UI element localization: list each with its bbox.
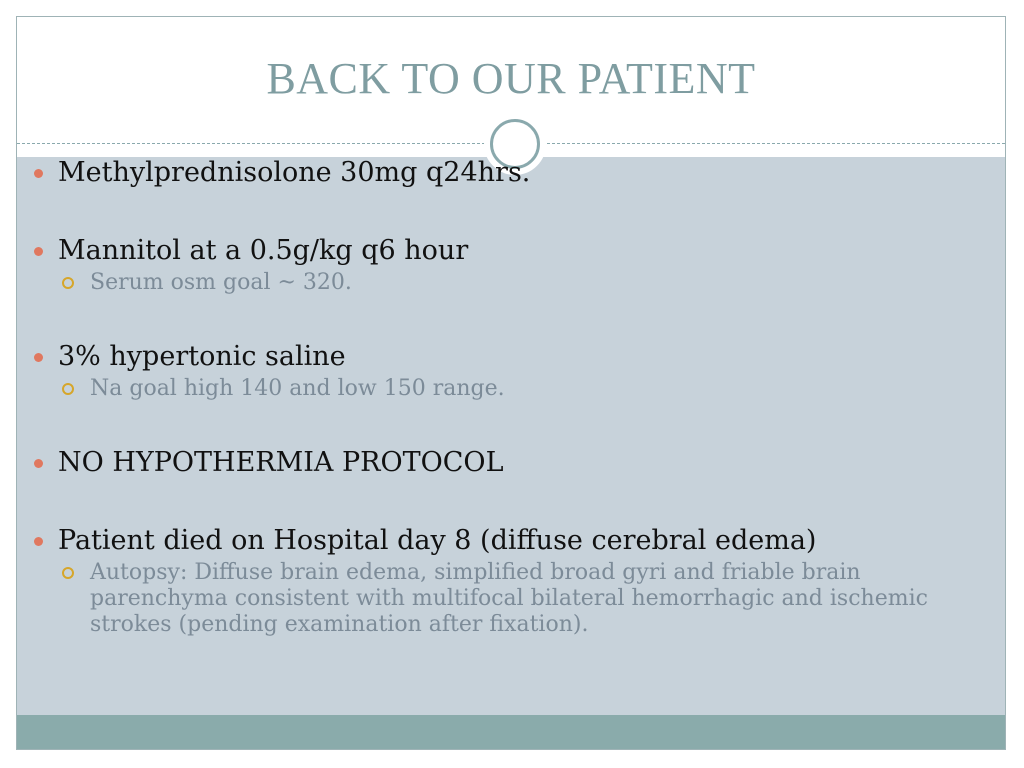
list-item (32, 524, 952, 638)
bullet-item (32, 446, 952, 480)
slide-title: BACK TO OUR PATIENT (266, 54, 756, 103)
sub-bullet-item (32, 376, 952, 402)
bullet-dot-icon (34, 537, 43, 546)
sub-bullet-text: Na goal high 140 and low 150 range. (90, 376, 505, 401)
bullet-item (32, 524, 952, 558)
bullet-item (32, 234, 952, 268)
bullet-text: 3% hypertonic saline (58, 341, 346, 372)
list-item (32, 340, 952, 402)
bullet-text: NO HYPOTHERMIA PROTOCOL (58, 447, 504, 478)
list-item (32, 446, 952, 480)
bullet-text: Mannitol at a 0.5g/kg q6 hour (58, 235, 469, 266)
list-item (32, 156, 952, 190)
sub-bullet-item (32, 270, 952, 296)
bullet-dot-icon (34, 169, 43, 178)
sub-bullet-ring-icon (62, 567, 74, 579)
bullet-text: Patient died on Hospital day 8 (diffuse cerebral edema) (58, 525, 817, 556)
bullet-list (32, 156, 952, 682)
sub-bullet-ring-icon (62, 383, 74, 395)
bullet-item (32, 156, 952, 190)
sub-bullet-text: Serum osm goal ~ 320. (90, 270, 352, 295)
sub-bullet-ring-icon (62, 277, 74, 289)
list-item (32, 234, 952, 296)
bullet-dot-icon (34, 353, 43, 362)
bullet-item (32, 340, 952, 374)
bullet-text: Methylprednisolone 30mg q24hrs. (58, 157, 531, 188)
bullet-dot-icon (34, 459, 43, 468)
sub-bullet-item (32, 560, 952, 638)
sub-bullet-text: Autopsy: Diffuse brain edema, simplified broad gyri and friable brain parenchyma consistent with multifocal bilateral hemorrhagic and ischemic strokes (pending examination after fixation). (90, 560, 928, 637)
bullet-dot-icon (34, 247, 43, 256)
footer-band (17, 715, 1005, 749)
